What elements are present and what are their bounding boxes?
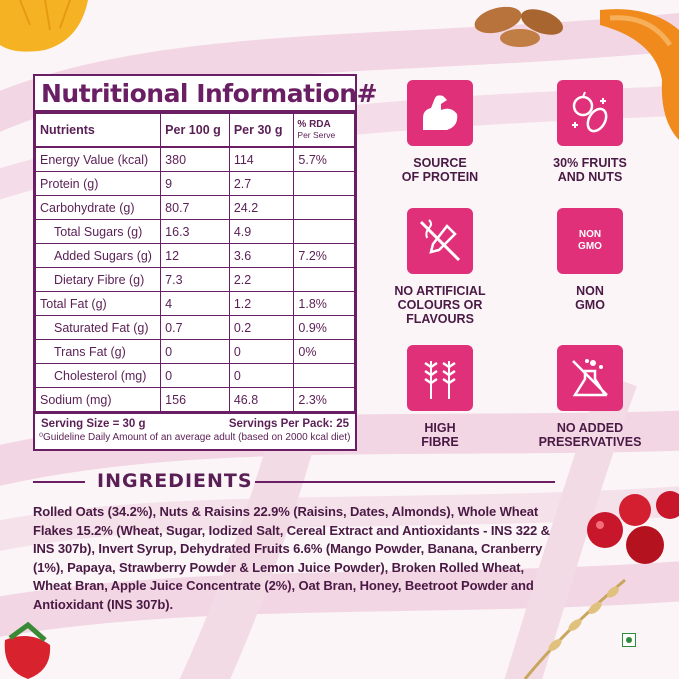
nutrition-row: [36, 388, 355, 412]
almonds-image: [470, 0, 580, 50]
rda-value: [294, 172, 355, 196]
guideline-note: ⁰Guideline Daily Amount of an average adult (based on 2000 kcal diet): [39, 432, 351, 443]
per-100g-value: 9: [161, 172, 230, 196]
nutrient-name: Carbohydrate (g): [36, 196, 161, 220]
header-per100: Per 100 g: [161, 114, 230, 148]
header-nutrients: Nutrients: [36, 114, 161, 148]
badge-non-gmo-label: NON GMO: [575, 284, 605, 312]
rda-value: 5.7%: [294, 147, 355, 172]
nutrient-name: Energy Value (kcal): [36, 147, 161, 172]
nutrition-row: [36, 340, 355, 364]
fruits-nuts-icon: [557, 80, 623, 146]
per-100g-value: 7.3: [161, 268, 230, 292]
nutrient-name: Protein (g): [36, 172, 161, 196]
flask-icon: [557, 345, 623, 411]
per-100g-value: 80.7: [161, 196, 230, 220]
nutrient-name: Sodium (mg): [36, 388, 161, 412]
serving-info: [35, 412, 355, 432]
rda-value: [294, 196, 355, 220]
serving-size: Serving Size = 30 g: [41, 418, 146, 430]
nutrition-table: [35, 113, 355, 412]
per-100g-value: 0: [161, 364, 230, 388]
per-30g-value: 24.2: [229, 196, 294, 220]
no-dropper-icon: [407, 208, 473, 274]
per-100g-value: 4: [161, 292, 230, 316]
per-100g-value: 380: [161, 147, 230, 172]
per-100g-value: 0.7: [161, 316, 230, 340]
nutrition-row: [36, 147, 355, 172]
rda-value: 0.9%: [294, 316, 355, 340]
veg-mark-icon: [622, 633, 636, 647]
ingredients-rule-left: [33, 481, 85, 483]
ingredients-text: Rolled Oats (34.2%), Nuts & Raisins 22.9% (Raisins, Dates, Almonds), Whole Wheat Flakes 15.2% (Wheat, Sugar, Iodized Salt, Cereal Extract and Antioxidants - INS 322 & INS 307b), Invert Syrup, Dehydrated Fruits 6.6% (Mango Powder, Banana, Cranberry (1%), Papaya, Strawberry Powder & Lemon Juice Powder), Broken Rolled Wheat, Wheat Bran, Apple Juice Concentrate (2%), Oat Bran, Honey, Beetroot Powder and Antioxidant (INS 307b).: [33, 504, 550, 612]
header-rda-sub: Per Serve: [297, 130, 336, 140]
per-30g-value: 2.2: [229, 268, 294, 292]
badge-high-fibre: [375, 345, 505, 449]
muscle-arm-icon: [407, 80, 473, 146]
badge-no-preservatives: [525, 345, 655, 449]
nutrient-name: Cholesterol (mg): [36, 364, 161, 388]
rda-value: [294, 220, 355, 244]
nutrition-row: [36, 196, 355, 220]
nutrition-row: [36, 220, 355, 244]
nutrient-name: Dietary Fibre (g): [36, 268, 161, 292]
per-30g-value: 0: [229, 340, 294, 364]
ingredients-rule-right: [255, 481, 555, 483]
rda-value: 0%: [294, 340, 355, 364]
per-100g-value: 16.3: [161, 220, 230, 244]
per-30g-value: 4.9: [229, 220, 294, 244]
nutrient-name: Total Fat (g): [36, 292, 161, 316]
cranberries-image: [580, 475, 679, 575]
rda-value: 2.3%: [294, 388, 355, 412]
rda-value: 1.8%: [294, 292, 355, 316]
nutrition-row: [36, 316, 355, 340]
per-30g-value: 1.2: [229, 292, 294, 316]
nutrition-row: [36, 244, 355, 268]
nutrient-name: Trans Fat (g): [36, 340, 161, 364]
strawberry-image: [0, 620, 55, 679]
rda-value: [294, 364, 355, 388]
nutrition-row: [36, 268, 355, 292]
per-30g-value: 46.8: [229, 388, 294, 412]
nutrition-row: [36, 364, 355, 388]
nutrition-row: [36, 292, 355, 316]
nutrition-row: [36, 172, 355, 196]
header-per30: Per 30 g: [229, 114, 294, 148]
wheat-icon: [407, 345, 473, 411]
badge-fruits-nuts-label: 30% FRUITS AND NUTS: [553, 156, 627, 184]
nutrition-title: Nutritional Information#: [35, 76, 355, 113]
badge-no-preservatives-label: NO ADDED PRESERVATIVES: [538, 421, 642, 449]
badge-protein: [375, 80, 505, 184]
nutrient-name: Added Sugars (g): [36, 244, 161, 268]
rda-value: 7.2%: [294, 244, 355, 268]
nutrition-rows: [36, 147, 355, 412]
nutrient-name: Saturated Fat (g): [36, 316, 161, 340]
badge-no-artificial: [375, 208, 505, 326]
per-100g-value: 12: [161, 244, 230, 268]
badge-non-gmo: [525, 208, 655, 312]
nutrition-panel: [33, 74, 378, 451]
badge-fruits-nuts: [525, 80, 655, 184]
badge-high-fibre-label: HIGH FIBRE: [421, 421, 459, 449]
nutrition-header-row: [36, 114, 355, 148]
non-gmo-icon: [557, 208, 623, 274]
ingredients-title: INGREDIENTS: [97, 470, 253, 492]
per-30g-value: 3.6: [229, 244, 294, 268]
rda-value: [294, 268, 355, 292]
per-30g-value: 0.2: [229, 316, 294, 340]
per-30g-value: 2.7: [229, 172, 294, 196]
header-rda: [294, 114, 355, 148]
per-100g-value: 0: [161, 340, 230, 364]
per-30g-value: 0: [229, 364, 294, 388]
mango-image: [0, 0, 90, 55]
per-30g-value: 114: [229, 147, 294, 172]
nutrient-name: Total Sugars (g): [36, 220, 161, 244]
non-gmo-icon-text: NON GMO: [578, 229, 602, 252]
header-rda-label: % RDA: [297, 119, 331, 130]
badge-protein-label: SOURCE OF PROTEIN: [401, 156, 479, 184]
per-100g-value: 156: [161, 388, 230, 412]
servings-per-pack: Servings Per Pack: 25: [228, 418, 349, 430]
badge-no-artificial-label: NO ARTIFICIAL COLOURS OR FLAVOURS: [394, 284, 486, 326]
